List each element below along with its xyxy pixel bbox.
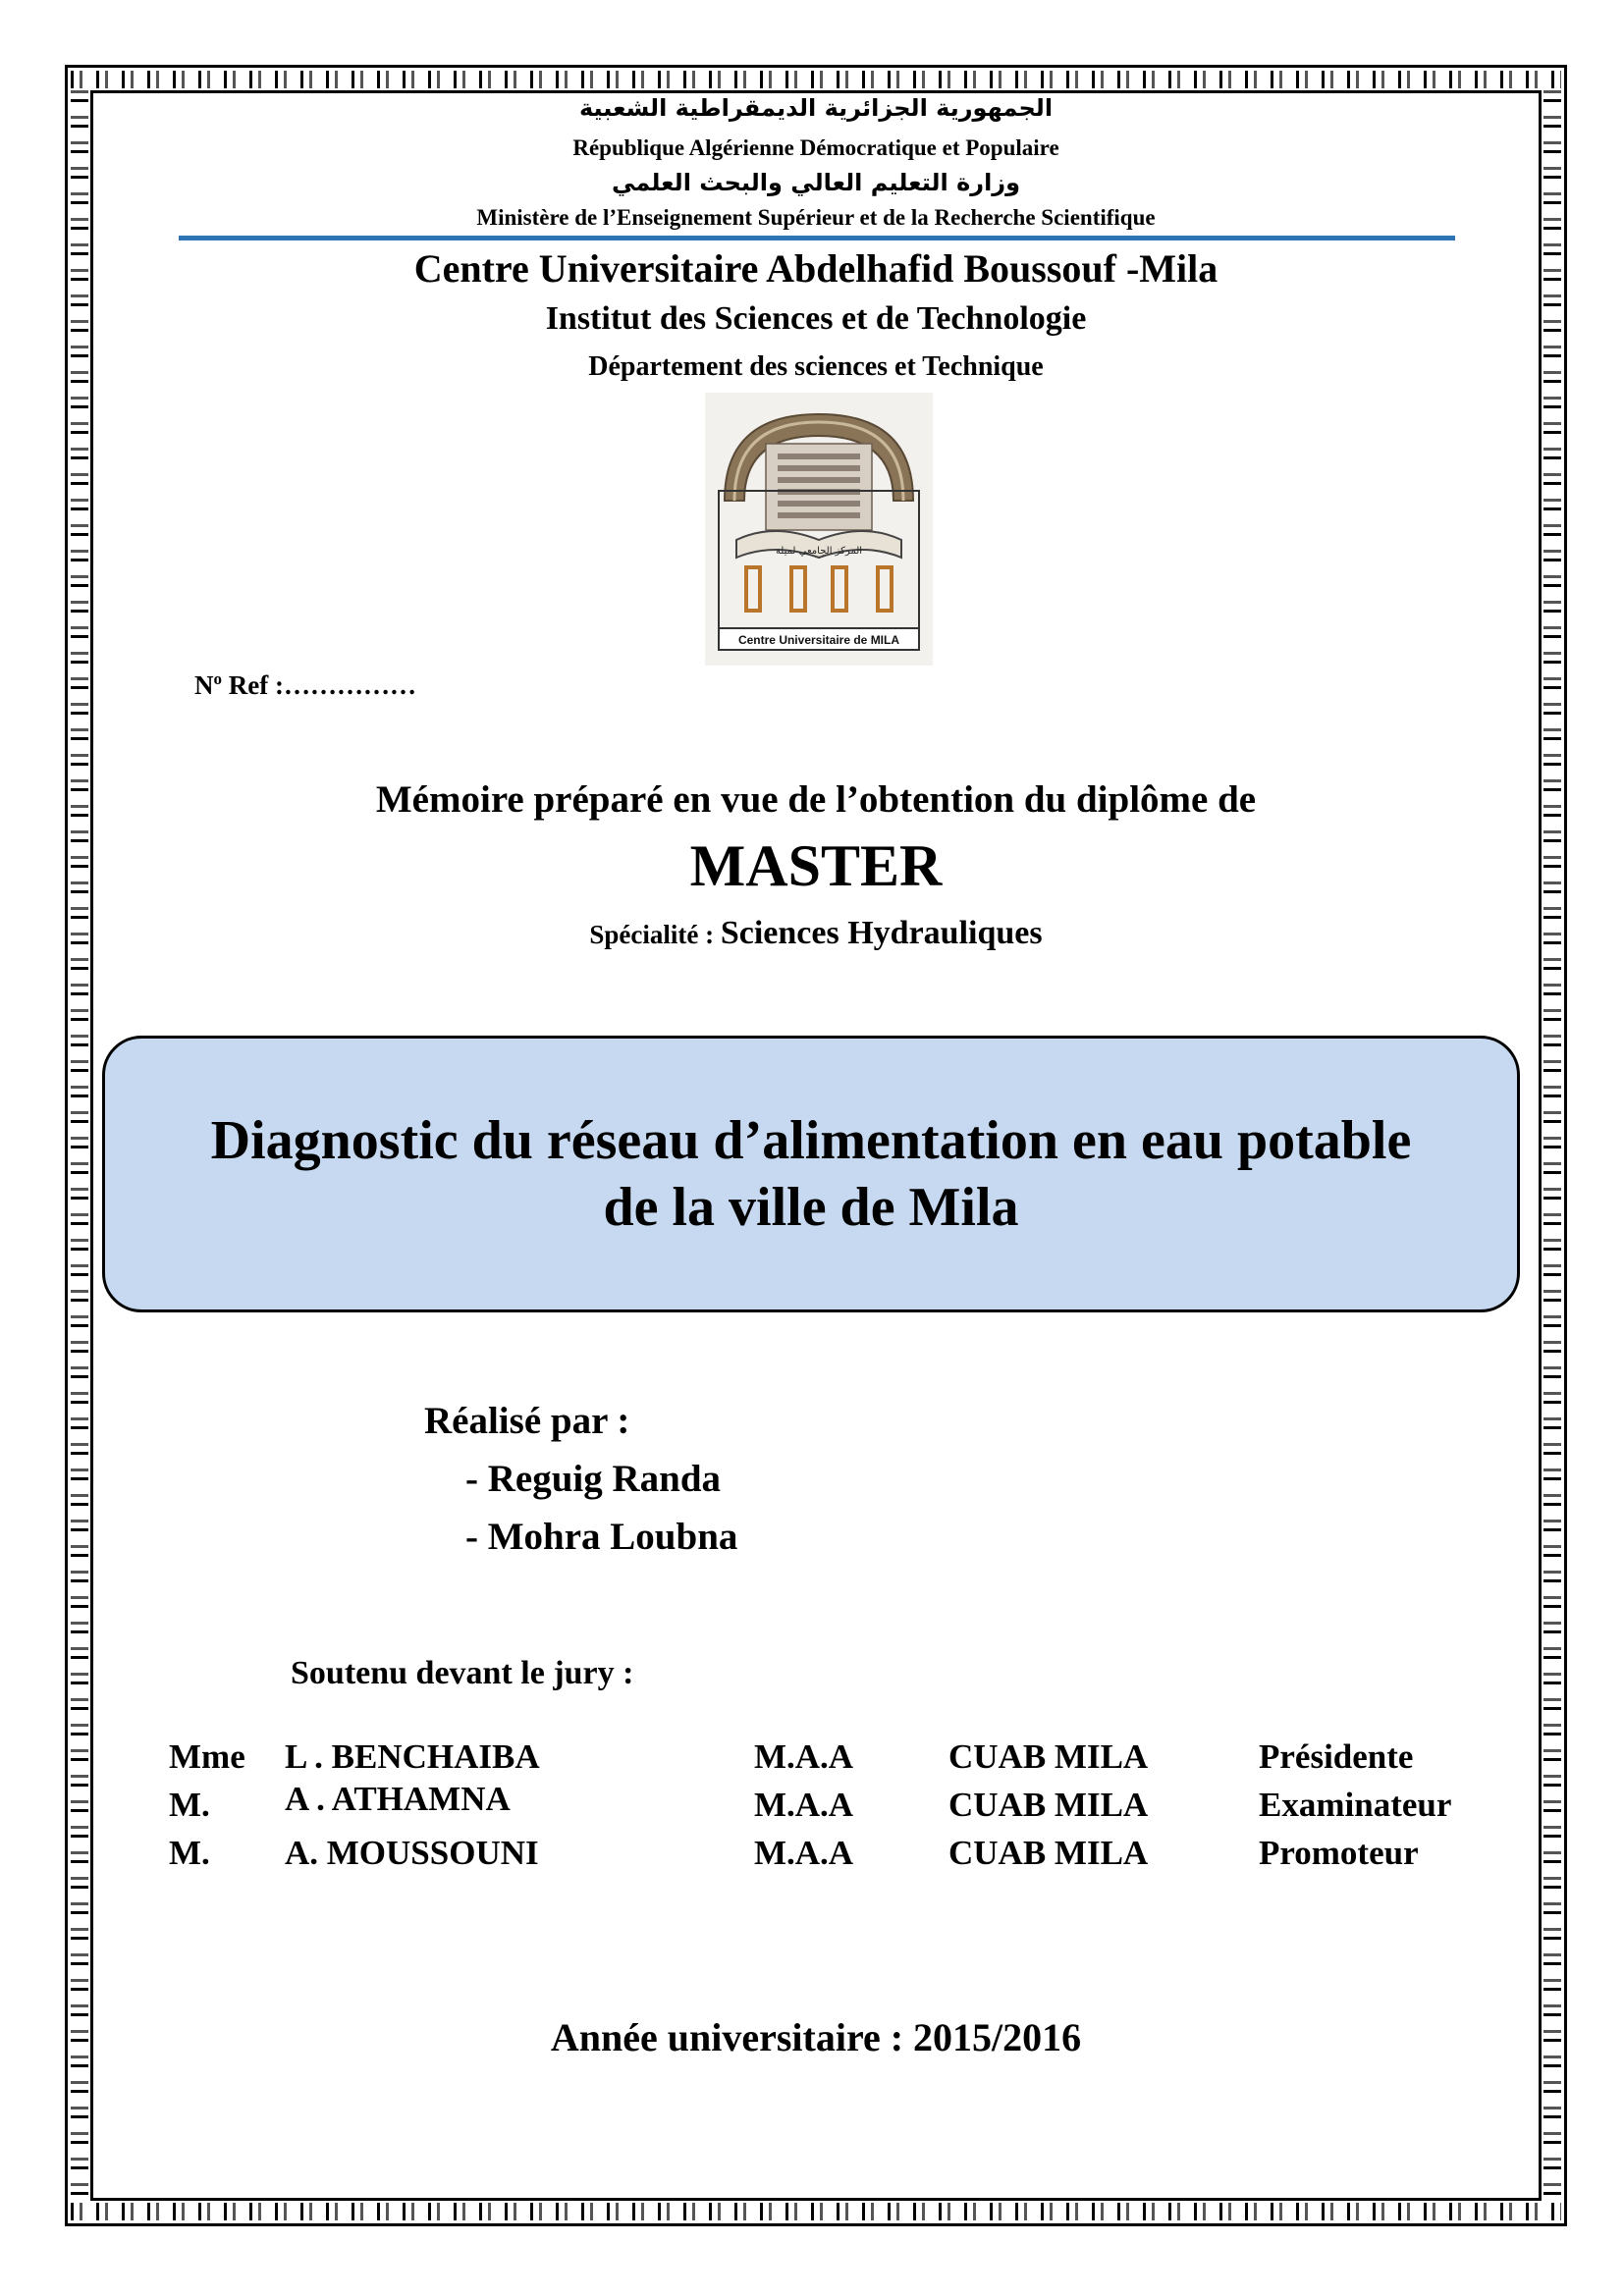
jury-role: Présidente [1259, 1737, 1414, 1776]
jury-title: Mme [169, 1737, 245, 1776]
institute-name: Institut des Sciences et de Technologie [545, 300, 1087, 337]
jury-grade: M.A.A [754, 1737, 854, 1776]
jury-name: L . BENCHAIBA [285, 1737, 540, 1776]
jury-title: M. [169, 1786, 210, 1824]
header-republic: République Algérienne Démocratique et Populaire [572, 135, 1059, 160]
reference-number: $N^o$ Ref :…………… [194, 669, 416, 700]
logo-caption: Centre Universitaire de MILA [737, 633, 900, 647]
logo-arabic-banner: المركز الجامعي لميلة [775, 546, 863, 557]
header-arabic-republic: الجمهورية الجزائرية الديمقراطية الشعبية [578, 94, 1054, 122]
jury-institution: CUAB MILA [948, 1786, 1149, 1824]
header-arabic-ministry: وزارة التعليم العالي والبحث العلمي [611, 169, 1021, 196]
jury-row [169, 1737, 1534, 1786]
jury-institution: CUAB MILA [948, 1737, 1149, 1776]
thesis-title-line-2: de la ville de Mila [603, 1177, 1019, 1238]
jury-name: A . ATHAMNA [285, 1780, 511, 1818]
author-2: - Mohra Loubna [465, 1516, 738, 1558]
diploma-degree: MASTER [689, 833, 943, 898]
jury-table [169, 1737, 1534, 1882]
thesis-title-box [102, 1036, 1520, 1312]
jury-label: Soutenu devant le jury : [291, 1655, 634, 1691]
department-name: Département des sciences et Technique [588, 351, 1044, 382]
author-1: - Reguig Randa [465, 1458, 722, 1500]
jury-role: Examinateur [1259, 1786, 1452, 1824]
university-name: Centre Universitaire Abdelhafid Boussouf -Mila [413, 246, 1218, 291]
university-logo [705, 393, 933, 666]
thesis-title-line-1: Diagnostic du réseau d’alimentation en eau potable [210, 1110, 1412, 1171]
header-divider [179, 236, 1455, 240]
jury-institution: CUAB MILA [948, 1834, 1149, 1872]
speciality: Spécialité : Sciences Hydrauliques [589, 915, 1043, 951]
jury-grade: M.A.A [754, 1786, 854, 1824]
diploma-intro: Mémoire préparé en vue de l’obtention du diplôme de [375, 778, 1257, 821]
authors-label: Réalisé par : [424, 1400, 630, 1442]
jury-row [169, 1834, 1534, 1882]
jury-name: A. MOUSSOUNI [285, 1834, 539, 1872]
jury-row [169, 1780, 1534, 1834]
academic-year: Année universitaire : 2015/2016 [550, 2015, 1082, 2059]
jury-grade: M.A.A [754, 1834, 854, 1872]
header-ministry: Ministère de l’Enseignement Supérieur et de la Recherche Scientifique [476, 205, 1156, 230]
jury-title: M. [169, 1834, 210, 1872]
jury-role: Promoteur [1259, 1834, 1419, 1872]
